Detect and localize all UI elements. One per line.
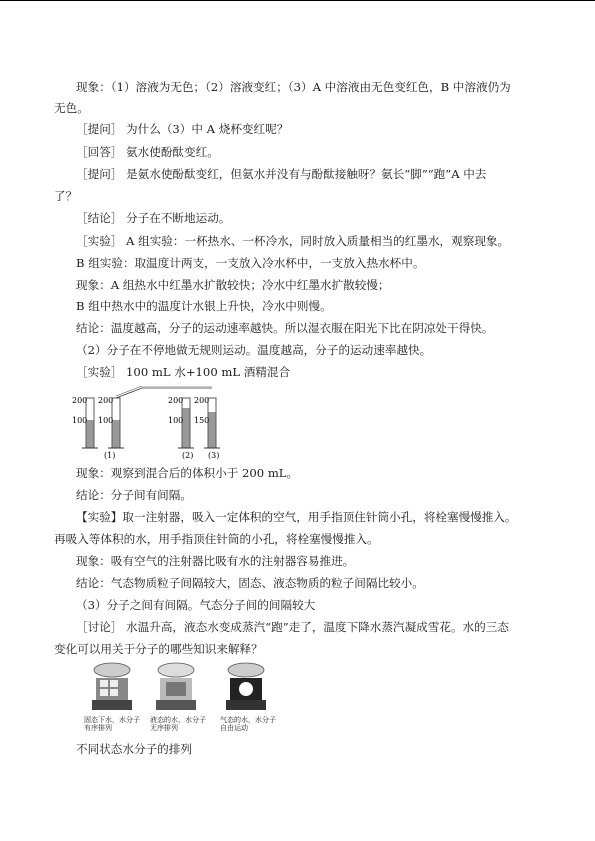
discussion-cont: 变化可以用关于分子的哪些知识来解释？ <box>54 642 263 656</box>
point-2: （2）分子在不停地做无规则运动。温度越高，分子的运动速率越快。 <box>76 343 432 357</box>
conclusion-1: ［结论］ 分子在不断地运动。 <box>76 211 231 225</box>
mark-l-100: 100 <box>72 416 88 425</box>
conclusion-2: 结论：温度越高，分子的运动速率越快。所以湿衣服在阳光下比在阴凉处干得快。 <box>76 321 494 335</box>
solid-water-image <box>90 660 134 712</box>
experiment-mix: ［实验］ 100 mL 水+100 mL 酒精混合 <box>76 365 291 379</box>
cylinder-figure <box>72 386 232 462</box>
question-1: ［提问］ 为什么（3）中 A 烧杯变红呢？ <box>76 122 289 136</box>
phenomenon-a: 现象：A 组热水中红墨水扩散较快；冷水中红墨水扩散较慢； <box>76 278 390 292</box>
caption-gas: 气态的水，水分子自由运动 <box>220 716 276 732</box>
observation-line-1: 现象：（1）溶液为无色；（2）溶液变红；（3）A 中溶液由无色变红色，B 中溶液仍为 <box>76 80 511 94</box>
mark-m-200: 200 <box>98 396 114 405</box>
label-1: (1) <box>104 451 116 460</box>
label-3: (3) <box>208 451 220 460</box>
phenomenon-b: B 组中热水中的温度计水银上升快，冷水中则慢。 <box>76 299 332 313</box>
question-2-cont: 了？ <box>54 189 78 203</box>
mark-r1-100: 100 <box>168 416 184 425</box>
gas-water-image <box>224 660 268 712</box>
answer-1: ［回答］ 氨水使酚酞变红。 <box>76 145 219 159</box>
liquid-water-image <box>154 660 198 712</box>
mark-r1-200: 200 <box>168 396 184 405</box>
mark-m-100: 100 <box>98 416 114 425</box>
point-3: （3）分子之间有间隔。气态分子间的间隔较大 <box>76 598 316 612</box>
caption-solid: 固态下水，水分子有序排列 <box>84 716 140 732</box>
experiment-b: B 组实验：取温度计两支，一支放入冷水杯中，一支放入热水杯中。 <box>76 256 425 270</box>
label-2: (2) <box>182 451 194 460</box>
states-figure-title: 不同状态水分子的排列 <box>76 742 192 756</box>
conclusion-4: 结论：气态物质粒子间隔较大，固态、液态物质的粒子间隔比较小。 <box>76 576 424 590</box>
mark-l-200: 200 <box>72 396 88 405</box>
experiment-syringe: 【实验】取一注射器，吸入一定体积的空气，用手指顶住针筒小孔，将栓塞慢慢推入。 <box>76 510 517 524</box>
conclusion-3: 结论：分子间有间隔。 <box>76 488 192 502</box>
mark-r2-150: 150 <box>194 416 210 425</box>
caption-liquid: 液态的水，水分子无序排列 <box>150 716 206 732</box>
discussion: ［讨论］ 水温升高，液态水变成蒸汽“跑”走了，温度下降水蒸汽凝成雪花。水的三态 <box>76 620 509 634</box>
experiment-a: ［实验］ A 组实验：一杯热水、一杯冷水，同时放入质量相当的红墨水，观察现象。 <box>76 234 510 248</box>
question-2: ［提问］ 是氨水使酚酞变红，但氨水并没有与酚酞接触呀？氨长“脚”“跑”A 中去 <box>76 167 487 181</box>
phenomenon-syringe: 现象：吸有空气的注射器比吸有水的注射器容易推进。 <box>76 554 355 568</box>
mark-r2-200: 200 <box>194 396 210 405</box>
water-states-figure <box>84 660 284 740</box>
experiment-syringe-cont: 再吸入等体积的水，用手指顶住针筒的小孔，将栓塞慢慢推入。 <box>54 532 379 546</box>
observation-line-2: 无色。 <box>54 101 89 115</box>
phenomenon-mix: 现象：观察到混合后的体积小于 200 mL。 <box>76 466 299 480</box>
top-rule <box>0 0 595 1</box>
